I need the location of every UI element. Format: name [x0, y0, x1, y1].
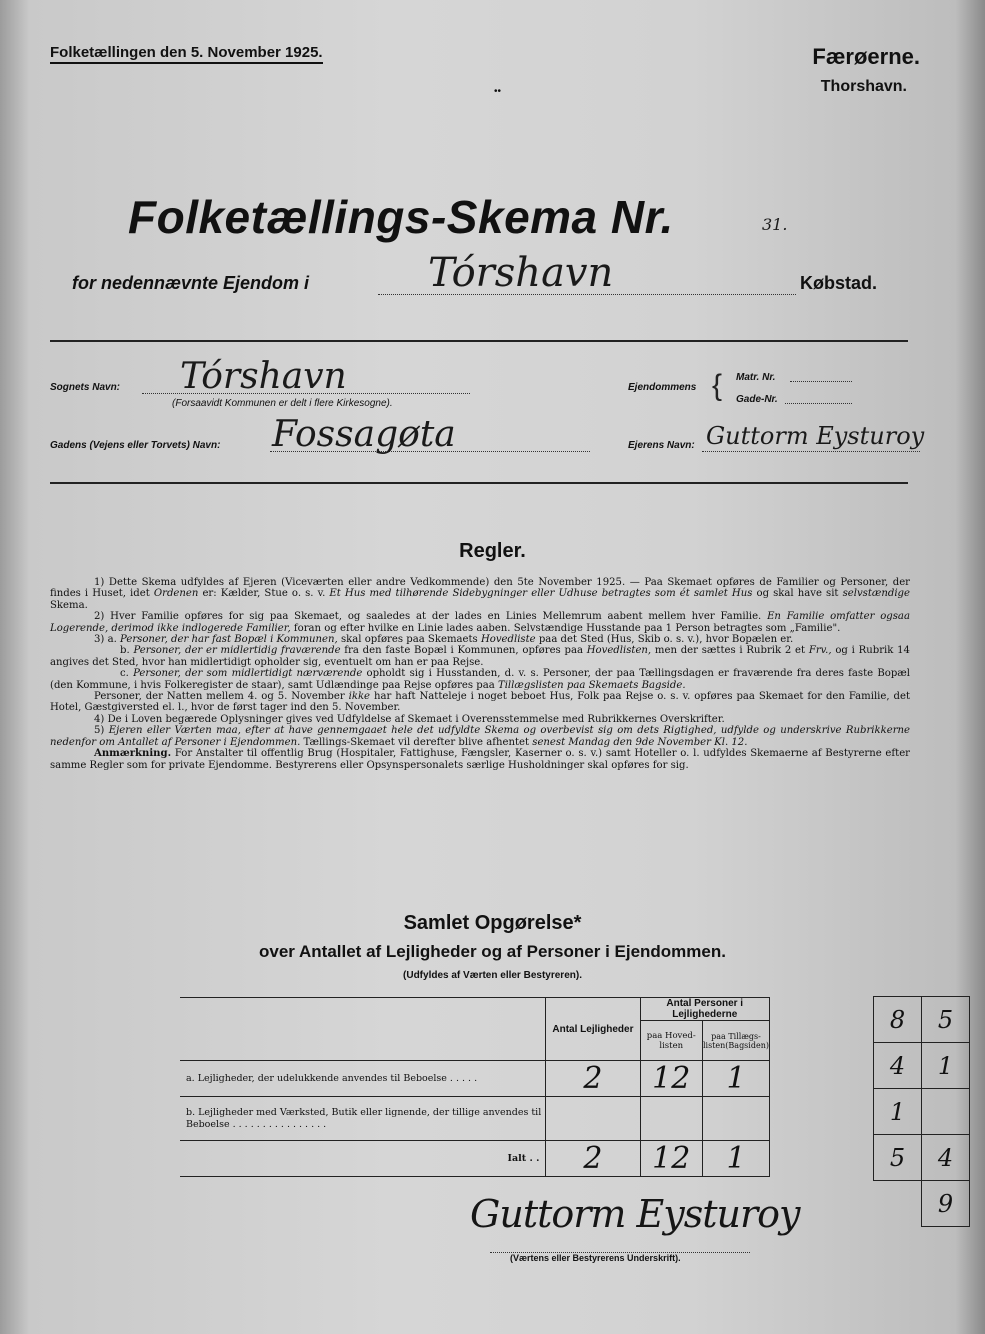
signature-handwritten: Guttorm Eysturoy: [470, 1192, 800, 1236]
rule-3b: b. Personer, der er midlertidig fraværende fra den faste Bopæl i Kommunen, opføres paa Hovedlisten, men der sættes i Rubrik 2 et Frv., og i Rubrik 14 angives det Sted, hvor han midlertidigt opholder sig, eventuelt om han er paa Rejse.: [50, 645, 910, 668]
street-handwritten: Fossagøta: [272, 414, 456, 455]
summary-note: (Udfyldes af Værten eller Bestyreren).: [403, 970, 582, 981]
summary-title: Samlet Opgørelse*: [403, 912, 582, 934]
tally-cell: [922, 1089, 970, 1135]
summary-subtitle: over Antallet af Lejligheder og af Personer i Ejendommen.: [259, 942, 726, 961]
parish-note: (Forsaavidt Kommunen er delt i flere Kirkesogne).: [172, 398, 393, 409]
rule-4: 4) De i Loven begærede Oplysninger gives ved Udfyldelse af Skemaet i Overensstemmelse med Rubrikkernes Overskrifter.: [94, 713, 725, 725]
print-marks: ••: [494, 86, 502, 97]
tally-cell: 5: [874, 1135, 922, 1181]
owner-handwritten: Guttorm Eysturoy: [706, 422, 925, 450]
tally-cell: [874, 1181, 922, 1227]
tally-cell: 1: [922, 1043, 970, 1089]
parish-handwritten: Tórshavn: [180, 356, 347, 397]
tally-cell: 1: [874, 1089, 922, 1135]
gade-nr-dotline: [785, 403, 852, 404]
rule-3-nightstay: Personer, der Natten mellem 4. og 5. November ikke har haft Natteleje i noget beboet Hus, Folk paa Rejse o. s. v. opføres paa Skemaet for den Familie, det Hotel, Gæstgiversted el. l., hvor de først tager ind den 5. November.: [50, 691, 910, 714]
row-a-main-list: 12: [640, 1061, 702, 1097]
table-row: [874, 1181, 970, 1227]
form-number-handwritten: 31.: [762, 215, 788, 234]
form-title: Folketællings-Skema Nr.: [128, 191, 674, 243]
row-b-apartments: [546, 1097, 640, 1141]
row-total-supp-list: 1: [702, 1141, 769, 1177]
tally-cell: 9: [922, 1181, 970, 1227]
row-b-label: b. Lejligheder med Værksted, Butik eller lignende, der tillige anvendes til Beboelse . . . . . . . . . . . . . . . .: [180, 1097, 546, 1141]
row-total-label: Ialt . .: [180, 1141, 546, 1177]
kobstad-label: Købstad.: [800, 273, 878, 293]
table-row: [874, 1043, 970, 1089]
row-a-supp-list: 1: [702, 1061, 769, 1097]
table-row: [874, 1135, 970, 1181]
row-total-apartments: 2: [546, 1141, 640, 1177]
parish-label: Sognets Navn:: [50, 382, 121, 393]
table-row: [180, 1097, 770, 1141]
col-header-persons: Antal Personer i Lejlighederne: [640, 998, 770, 1021]
region-header: Færøerne.: [812, 44, 920, 69]
street-label: Gadens (Vejens eller Torvets) Navn:: [50, 440, 221, 451]
owner-label: Ejerens Navn:: [628, 440, 695, 451]
rule-3a: 3) a. Personer, der har fast Bopæl i Kommunen, skal opføres paa Skemaets Hovedliste paa det Sted (Hus, Skib o. s. v.), hvor Bopælen er.: [94, 634, 794, 646]
table-row: [180, 1061, 770, 1097]
matr-nr-dotline: [790, 381, 852, 382]
owner-dotline: [702, 451, 920, 452]
tally-cell: 4: [874, 1043, 922, 1089]
divider-middle: [50, 482, 908, 484]
rule-2: 2) Hver Familie opføres for sig paa Skemaet, og saaledes at der lades en Linies Mellemrum aabent mellem hver Familie. En Familie omfatter ogsaa Logerende, derimod ikke indlogerede Familier, foran og efter hvilke en Linie lades aaben. Selvstændige Husstande paa 1 Person betragtes som „Familie".: [50, 611, 910, 634]
table-row: [180, 1141, 770, 1177]
summary-blank-header: [180, 998, 546, 1061]
gade-nr-label: Gade-Nr.: [736, 394, 778, 405]
col-header-apartments: Antal Lejligheder: [546, 998, 640, 1061]
rule-remark: Anmærkning. For Anstalter til offentlig Brug (Hospitaler, Fattighuse, Fængsler, Kaserner o. s. v.) samt Hoteller o. l. udfyldes Skemaerne af Bestyrerne efter samme Regler som for private Ejendomme. Bestyrerens eller Opsynspersonalets særlige Husholdninger skal opføres for sig.: [50, 748, 910, 771]
row-a-label: a. Lejligheder, der udelukkende anvendes til Beboelse . . . . .: [180, 1061, 546, 1097]
town-header: Thorshavn.: [820, 78, 907, 95]
rules-title: Regler.: [459, 540, 526, 562]
row-b-main-list: [640, 1097, 702, 1141]
tally-cell: 5: [922, 997, 970, 1043]
rule-5: 5) Ejeren eller Værten maa, efter at have gennemgaaet hele det udfyldte Skema og overbevist sig om dets Rigtighed, udfylde og underskrive Rubrikkerne nedenfor om Antallet af Personer i Ejendommen. Tællings-Skemaet vil derefter blive afhentet senest Mandag den 9de November Kl. 12.: [50, 725, 911, 748]
row-a-apartments: 2: [546, 1061, 640, 1097]
property-id-label: Ejendommens: [628, 382, 697, 393]
col-header-supp-list: paa Tillægs-listen(Bagsiden): [702, 1021, 769, 1061]
brace-left: {: [712, 369, 723, 402]
divider-top: [50, 340, 908, 342]
rule-1: 1) Dette Skema udfyldes af Ejeren (Viceværten eller andre Vedkommende) den 5te November 1925. — Paa Skemaet opføres de Familier og Personer, der findes i Huset, idet Ordenen er: Kælder, Stue o. s. v. Et Hus med tilhørende Sidebygninger eller Udhuse betragtes som ét samlet Hus og skal have sit selvstændige Skema.: [50, 577, 910, 611]
summary-table: [180, 997, 770, 1177]
margin-tally-grid: [873, 996, 970, 1227]
signature-caption: (Værtens eller Bestyrerens Underskrift).: [510, 1253, 681, 1263]
tally-cell: 8: [874, 997, 922, 1043]
census-date-header: Folketællingen den 5. November 1925.: [50, 44, 323, 64]
rules-text: [50, 577, 910, 771]
rule-3c: c. Personer, der som midlertidigt nærværende opholdt sig i Husstanden, d. v. s. Personer, der paa Tællingsdagen er fraværende fra deres faste Bopæl (den Kommune, i hvis Folkeregister de staar), samt Udlændinge paa Rejse opføres paa Tillægslisten paa Skemaets Bagside.: [50, 668, 911, 691]
property-label: for nedennævnte Ejendom i: [72, 273, 310, 293]
table-row: [874, 997, 970, 1043]
row-b-supp-list: [702, 1097, 769, 1141]
matr-nr-label: Matr. Nr.: [736, 372, 776, 383]
table-row: [874, 1089, 970, 1135]
col-header-main-list: paa Hoved-listen: [640, 1021, 702, 1061]
row-total-main-list: 12: [640, 1141, 702, 1177]
property-town-handwritten: Tórshavn: [428, 250, 614, 296]
tally-cell: 4: [922, 1135, 970, 1181]
